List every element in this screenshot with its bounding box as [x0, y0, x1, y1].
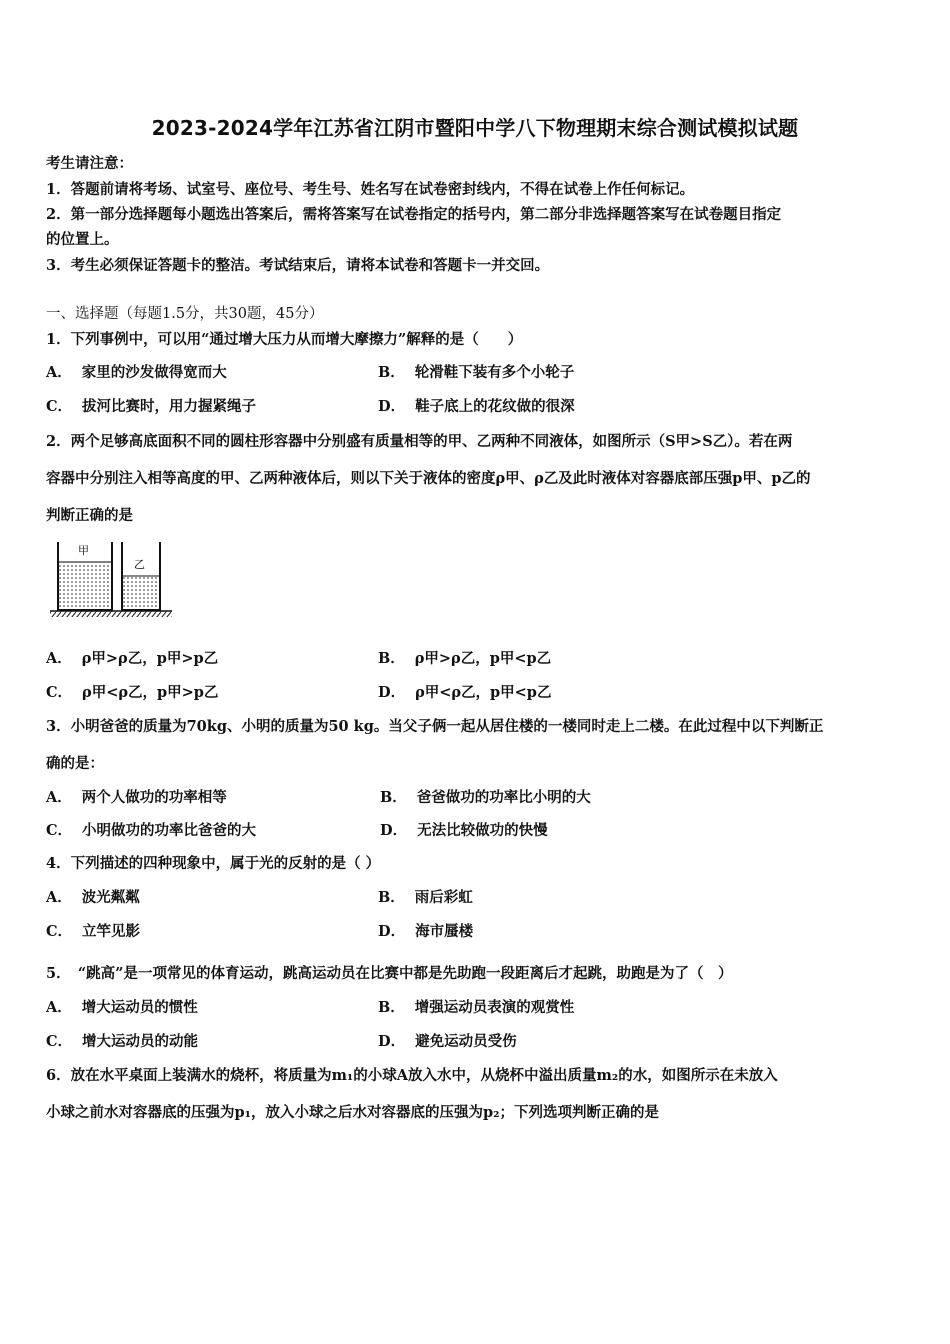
q3-option-b: B． 爸爸做功的功率比小明的大 — [380, 789, 591, 806]
q2-option-d: D． ρ甲<ρ乙，p甲<p乙 — [378, 684, 552, 701]
q4-option-a: A． 波光粼粼 — [46, 889, 140, 906]
q3-stem-1: 3．小明爸爸的质量为70kg、小明的质量为50 kg。当父子俩一起从居住楼的一楼同时走上二楼。在此过程中以下判断正 — [46, 718, 824, 735]
q5-option-c: C． 增大运动员的动能 — [46, 1033, 199, 1050]
q2-stem-3: 判断正确的是 — [46, 507, 133, 524]
notice-item-2: 2．第一部分选择题每小题选出答案后，需将答案写在试卷指定的括号内，第二部分非选择题答案写在试卷题目指定 — [46, 206, 782, 223]
q1-stem: 1．下列事例中，可以用“通过增大压力从而增大摩擦力”解释的是（ ） — [46, 331, 523, 348]
q2-option-b: B． ρ甲>ρ乙，p甲<p乙 — [378, 650, 552, 667]
q2-figure-label-yi: 乙 — [134, 558, 145, 571]
q1-option-a: A． 家里的沙发做得宽而大 — [46, 364, 227, 381]
q2-stem-2: 容器中分别注入相等高度的甲、乙两种液体后，则以下关于液体的密度ρ甲、ρ乙及此时液体对容器底部压强p甲、p乙的 — [46, 470, 811, 487]
q4-stem: 4．下列描述的四种现象中，属于光的反射的是（ ） — [46, 855, 381, 872]
notice-item-1: 1．答题前请将考场、试室号、座位号、考生号、姓名写在试卷密封线内，不得在试卷上作任何标记。 — [46, 181, 695, 198]
section-heading: 一、选择题（每题1.5分，共30题，45分） — [46, 306, 324, 322]
q5-stem: 5． “跳高”是一项常见的体育运动，跳高运动员在比赛中都是先助跑一段距离后才起跳，助跑是为了（ ） — [46, 965, 733, 982]
q5-option-d: D． 避免运动员受伤 — [378, 1033, 517, 1050]
q2-option-c: C． ρ甲<ρ乙，p甲>p乙 — [46, 684, 219, 701]
q1-option-b: B． 轮滑鞋下装有多个小轮子 — [378, 364, 575, 381]
notice-item-2-cont: 的位置上。 — [46, 231, 119, 248]
notice-item-3: 3．考生必须保证答题卡的整洁。考试结束后，请将本试卷和答题卡一并交回。 — [46, 257, 550, 274]
q5-option-b: B． 增强运动员表演的观赏性 — [378, 999, 575, 1016]
exam-title: 2023-2024学年江苏省江阴市暨阳中学八下物理期末综合测试模拟试题 — [151, 116, 799, 140]
q4-option-c: C． 立竿见影 — [46, 923, 141, 940]
q6-stem-2: 小球之前水对容器底的压强为p₁，放入小球之后水对容器底的压强为p₂；下列选项判断正确的是 — [46, 1104, 659, 1121]
q2-container-figure — [46, 540, 176, 620]
notice-heading: 考生请注意： — [46, 155, 133, 172]
q4-option-d: D． 海市蜃楼 — [378, 923, 474, 940]
q3-option-c: C． 小明做功的功率比爸爸的大 — [46, 822, 257, 839]
q3-option-a: A． 两个人做功的功率相等 — [46, 789, 227, 806]
q1-option-d: D． 鞋子底上的花纹做的很深 — [378, 398, 575, 415]
q4-option-b: B． 雨后彩虹 — [378, 889, 473, 906]
q2-figure-label-jia: 甲 — [78, 544, 89, 557]
q2-stem-1: 2．两个足够高底面积不同的圆柱形容器中分别盛有质量相等的甲、乙两种不同液体，如图所示（S甲>S乙）。若在两 — [46, 433, 793, 450]
q3-stem-2: 确的是： — [46, 755, 104, 772]
q1-option-c: C． 拔河比赛时，用力握紧绳子 — [46, 398, 257, 415]
q6-stem-1: 6．放在水平桌面上装满水的烧杯，将质量为m₁的小球A放入水中，从烧杯中溢出质量m₂的水，如图所示在未放入 — [46, 1067, 778, 1084]
q5-option-a: A． 增大运动员的惯性 — [46, 999, 198, 1016]
q3-option-d: D． 无法比较做功的快慢 — [380, 822, 548, 839]
q2-option-a: A． ρ甲>ρ乙，p甲>p乙 — [46, 650, 219, 667]
